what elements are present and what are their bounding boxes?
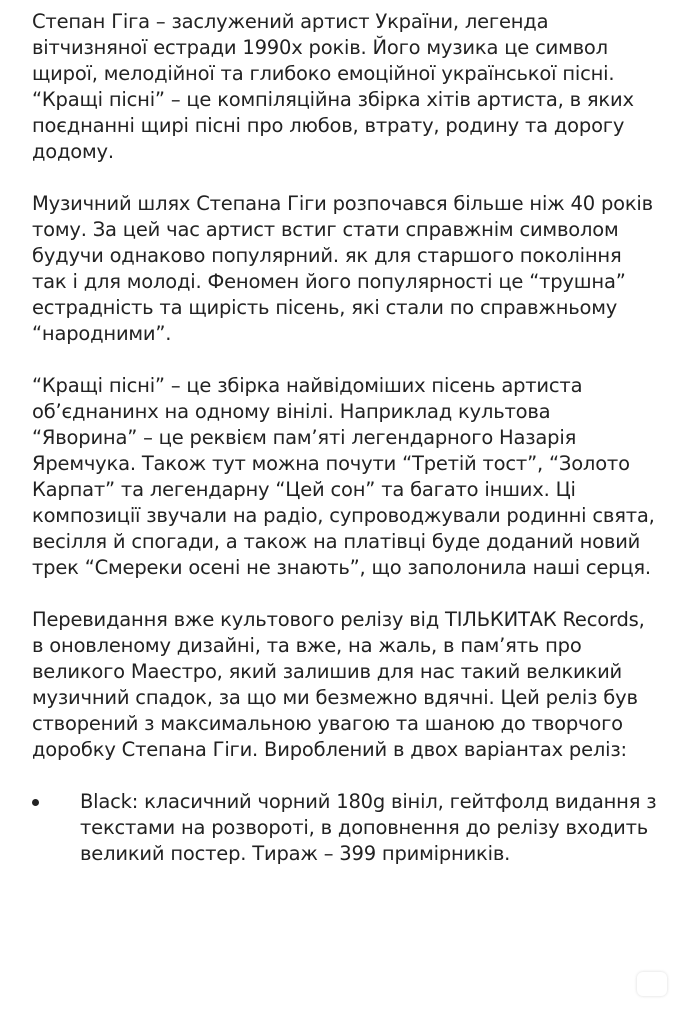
list-item-black-variant (32, 789, 668, 867)
paragraph-spacer (32, 165, 657, 191)
release-variants-list (32, 789, 657, 867)
paragraph-spacer (32, 763, 657, 789)
bullet-icon (32, 799, 39, 806)
floating-widget-button[interactable] (637, 972, 667, 996)
description-paragraph-1: Степан Гіга – заслужений артист України, легенда вітчизняної естради 1990х років. Його музика це символ щирої, мелодійної та глибоко емоційної української пісні. “Кращі пісні” – це компіляційна збірка хітів артиста, в яких поєднанні щирі пісні про любов, втрату, родину та дорогу додому. (32, 10, 634, 163)
list-item-text: Black: класичний чорний 180g вініл, гейтфолд видання з текстами на розвороті, в доповнення до релізу входить великий постер. Тираж – 399 примірників. (80, 790, 657, 865)
paragraph-spacer (32, 347, 657, 373)
paragraph-spacer (32, 581, 657, 607)
description-paragraph-2: Музичний шлях Степана Гіги розпочався більше ніж 40 років тому. За цей час артист встиг стати справжнім символом будучи однаково популярний. як для старшого покоління так і для молоді. Феномен його популярності це “трушна” естрадність та щирість пісень, які стали по справжньому “народними”. (32, 192, 653, 345)
description-paragraph-4: Перевидання вже культового релізу від ТІЛЬКИТАК Records, в оновленому дизайні, та вже, на жаль, в пам’ять про великого Маестро, який залишив для нас такий велкикий музичний спадок, за що ми безмежно вдячні. Цей реліз був створений з максимальною увагою та шаною до творчого доробку Степана Гіги. Вироблений в двох варіантах реліз: (32, 608, 645, 761)
description-paragraph-3: “Кращі пісні” – це збірка найвідоміших пісень артиста об’єднанинх на одному вінілі. Наприклад культова “Яворина” – це реквієм пам’яті легендарного Назарія Яремчука. Також тут можна почути “Третій тост”, “Золото Карпат” та легендарну “Цей сон” та багато інших. Ці композиції звучали на радіо, супроводжували родинні свята, весілля й спогади, а також на платівці буде доданий новий трек “Смереки осені не знають”, що заполонила наші серця. (32, 374, 655, 579)
